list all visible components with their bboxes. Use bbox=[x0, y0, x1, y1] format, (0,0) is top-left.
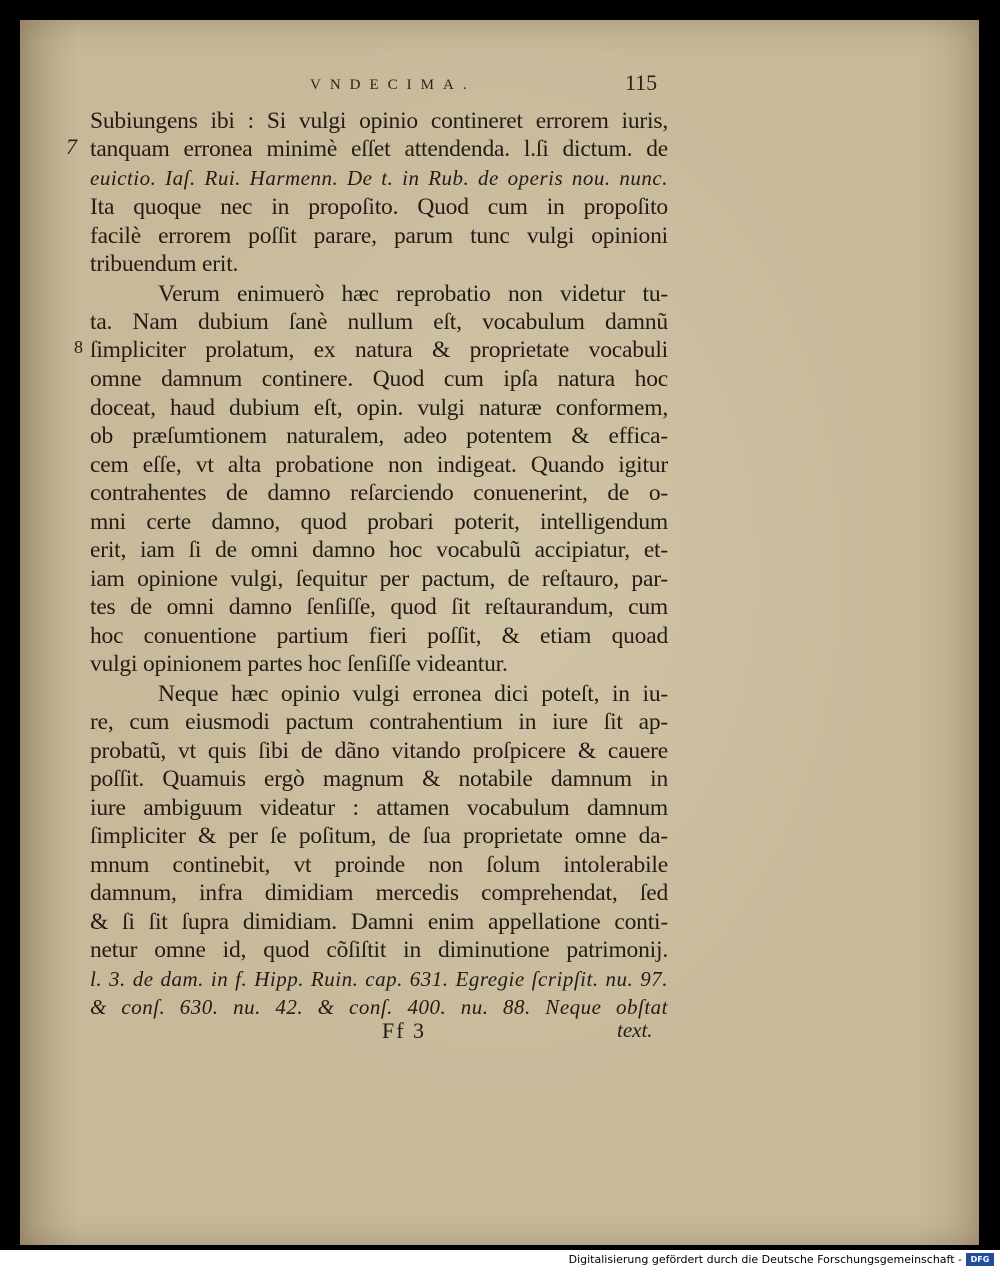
text-line: tanquam erronea minimè eſſet attendenda. l.ſi dictum. de bbox=[90, 136, 668, 162]
text-line: contrahentes de damno reſarciendo conuenerint, de o- bbox=[90, 480, 668, 506]
text-line: poſſit. Quamuis ergò magnum & notabile damnum in bbox=[90, 766, 668, 792]
text-line: & conſ. 630. nu. 42. & conſ. 400. nu. 88. Neque obſtat bbox=[90, 995, 668, 1019]
text-line: netur omne id, quod cõſiſtit in diminutione patrimonij. bbox=[90, 937, 668, 963]
text-line: facilè errorem poſſit parare, parum tunc vulgi opinioni bbox=[90, 223, 668, 249]
text-line: ob præſumtionem naturalem, adeo potentem & effica- bbox=[90, 423, 668, 449]
text-line: ſimpliciter & per ſe poſitum, de ſua proprietate omne da- bbox=[90, 823, 668, 849]
text-line: re, cum eiusmodi pactum contrahentium in iure ſit ap- bbox=[90, 709, 668, 735]
text-line: tes de omni damno ſenſiſſe, quod ſit reſtaurandum, cum bbox=[90, 594, 668, 620]
text-line: l. 3. de dam. in f. Hipp. Ruin. cap. 631. Egregie ſcripſit. nu. 97. bbox=[90, 967, 668, 991]
running-head: VNDECIMA. bbox=[310, 77, 476, 93]
digitization-notice: Digitalisierung gefördert durch die Deutsche Forschungsgemeinschaft - bbox=[568, 1253, 962, 1266]
text-line: ta. Nam dubium ſanè nullum eſt, vocabulum damnũ bbox=[90, 309, 668, 335]
text-line: Ita quoque nec in propoſito. Quod cum in propoſito bbox=[90, 194, 668, 220]
text-line: Neque hæc opinio vulgi erronea dici poteſt, in iu- bbox=[158, 681, 668, 707]
text-line: damnum, infra dimidiam mercedis comprehendat, ſed bbox=[90, 880, 668, 906]
text-line: erit, iam ſi de omni damno hoc vocabulũ accipiatur, et- bbox=[90, 537, 668, 563]
text-line: hoc conuentione partium fieri poſſit, & etiam quoad bbox=[90, 623, 668, 649]
text-line: omne damnum continere. Quod cum ipſa natura hoc bbox=[90, 366, 668, 392]
text-line: & ſi ſit ſupra dimidiam. Damni enim appellatione conti- bbox=[90, 909, 668, 935]
text-line: iure ambiguum videatur : attamen vocabulum damnum bbox=[90, 795, 668, 821]
margin-note-7: 7 bbox=[66, 134, 77, 159]
text-line: euictio. Iaſ. Rui. Harmenn. De t. in Rub. de operis nou. nunc. bbox=[90, 166, 668, 190]
text-line: Subiungens ibi : Si vulgi opinio contineret errorem iuris, bbox=[90, 108, 668, 134]
page-number: 115 bbox=[625, 70, 658, 95]
text-line: iam opinione vulgi, ſequitur per pactum, de reſtauro, par- bbox=[90, 566, 668, 592]
catchword: text. bbox=[617, 1018, 653, 1042]
text-line: cem eſſe, vt alta probatione non indigeat. Quando igitur bbox=[90, 452, 668, 478]
text-line: ſimpliciter prolatum, ex natura & proprietate vocabuli bbox=[90, 337, 668, 363]
text-line: tribuendum erit. bbox=[90, 251, 239, 277]
margin-note-8: 8 bbox=[74, 337, 83, 357]
text-line: probatũ, vt quis ſibi de dãno vitando proſpicere & cauere bbox=[90, 738, 668, 764]
text-line: doceat, haud dubium eſt, opin. vulgi naturæ conformem, bbox=[90, 395, 668, 421]
text-line: vulgi opinionem partes hoc ſenſiſſe videantur. bbox=[90, 651, 508, 677]
signature-mark: Ff 3 bbox=[382, 1018, 427, 1043]
dfg-logo: DFG bbox=[966, 1253, 994, 1266]
text-line: mnum continebit, vt proinde non ſolum intolerabile bbox=[90, 852, 668, 878]
text-line: mni certe damno, quod probari poterit, intelligendum bbox=[90, 509, 668, 535]
text-line: Verum enimuerò hæc reprobatio non videtur tu- bbox=[158, 281, 668, 307]
